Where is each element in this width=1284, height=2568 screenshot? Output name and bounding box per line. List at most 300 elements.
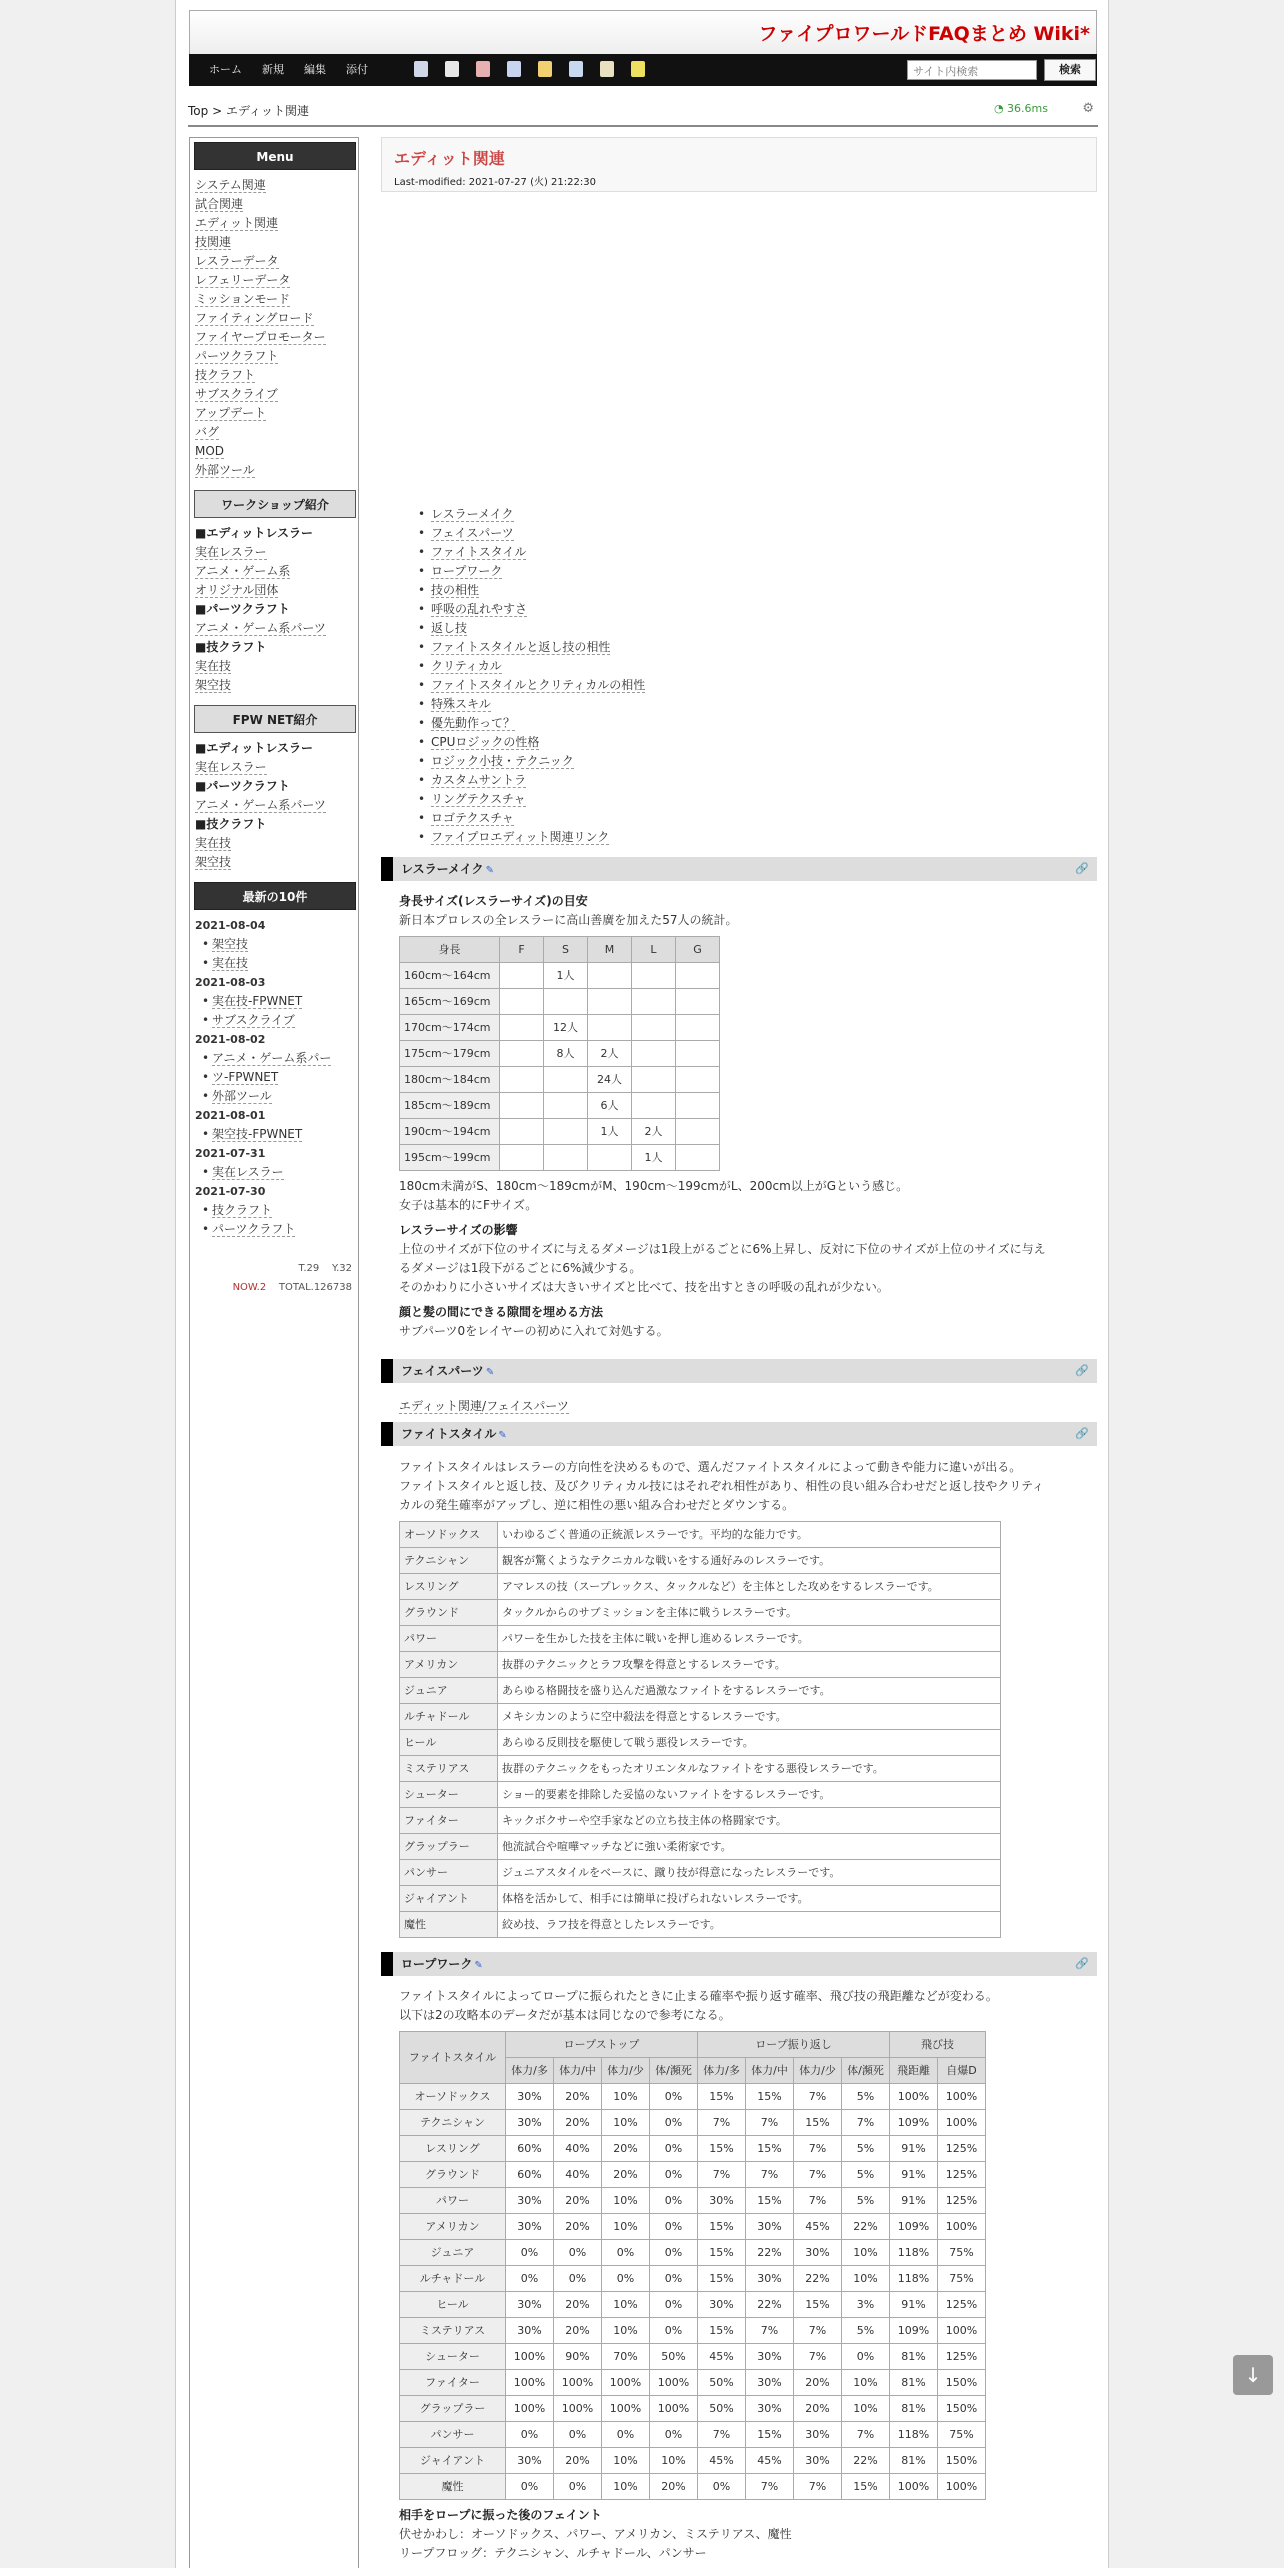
rope-table [399, 2031, 986, 2500]
table-cell [500, 1145, 544, 1171]
list-icon[interactable] [414, 61, 428, 77]
sidebar-menu-link[interactable]: 試合関連 [195, 197, 244, 211]
impact-text: 上位のサイズが下位のサイズに与えるダメージは1段上がるごとに6%上昇し、反対に下位のサイズが上位のサイズに与え [399, 1242, 1046, 1256]
sidebar-menu-link[interactable]: パーツクラフト [195, 349, 279, 363]
workshop-item[interactable] [195, 657, 358, 676]
sidebar-menu-item[interactable] [195, 214, 358, 233]
toc-item[interactable] [381, 505, 1097, 524]
page-container [175, 0, 1109, 2568]
workshop-link[interactable]: オリジナル団体 [195, 583, 279, 597]
toc-link[interactable]: リングテクスチャ [431, 792, 526, 806]
table-cell: 2人 [632, 1119, 676, 1145]
table-row [400, 2318, 986, 2344]
toc-item[interactable] [381, 790, 1097, 809]
table-cell: グラウンド [400, 2162, 506, 2188]
table-cell [632, 963, 676, 989]
table-cell [632, 1015, 676, 1041]
sidebar-menu-item[interactable] [195, 423, 358, 442]
table-row [400, 2266, 986, 2292]
table-cell: 8人 [544, 1041, 588, 1067]
table-cell: 81% [890, 2370, 938, 2396]
anchor-link-icon[interactable]: 🔗 [1075, 1957, 1089, 1970]
sidebar-menu-link[interactable]: MOD [195, 444, 225, 458]
toc-item[interactable] [381, 771, 1097, 790]
sidebar-menu-link[interactable]: 技クラフト [195, 368, 256, 382]
recent-link[interactable]: パーツクラフト [212, 1222, 296, 1236]
table-cell [500, 1119, 544, 1145]
table-cell [676, 1093, 720, 1119]
toc-item[interactable] [381, 714, 1097, 733]
table-cell: グラウンド [400, 1600, 498, 1626]
recent-link[interactable]: アニメ・ゲーム系パー [212, 1051, 332, 1065]
table-cell: 50% [650, 2344, 698, 2370]
recent-item[interactable] [190, 1220, 358, 1239]
table-cell: 150% [938, 2448, 986, 2474]
fpw-link[interactable]: 実在レスラー [195, 760, 267, 774]
table-cell: 125% [938, 2162, 986, 2188]
backup-icon[interactable] [538, 61, 552, 77]
workshop-category: ■エディットレスラー [195, 526, 314, 540]
table-cell: レスリング [400, 1574, 498, 1600]
rope-head-group: 飛び技 [890, 2032, 986, 2058]
table-cell: 15% [842, 2474, 890, 2500]
table-cell: 195cm～199cm [400, 1145, 500, 1171]
table-cell: 5% [842, 2136, 890, 2162]
toc-item[interactable] [381, 733, 1097, 752]
table-cell: 30% [794, 2448, 842, 2474]
toc-item[interactable] [381, 809, 1097, 828]
breadcrumb-current: エディット関連 [225, 104, 310, 118]
search-input[interactable]: サイト内検索 [907, 60, 1037, 80]
toc-link[interactable]: 特殊スキル [431, 697, 491, 711]
toc-link[interactable]: カスタムサントラ [431, 773, 527, 787]
table-cell [632, 1041, 676, 1067]
table-row [400, 1041, 720, 1067]
table-row [400, 1730, 1001, 1756]
recent-link[interactable]: 架空技 [212, 937, 249, 951]
table-cell: 7% [794, 2084, 842, 2110]
recent-date: 2021-07-31 [195, 1147, 266, 1160]
table-cell: 100% [506, 2344, 554, 2370]
nav-link[interactable]: 新規 [262, 63, 284, 76]
recent-date: 2021-08-04 [195, 919, 266, 932]
table-cell: パンサー [400, 2422, 506, 2448]
workshop-link[interactable]: 実在レスラー [195, 545, 267, 559]
toc-link[interactable]: ファイトスタイルとクリティカルの相性 [431, 678, 646, 692]
counter-total: TOTAL.126738 [278, 1282, 352, 1293]
recent-link[interactable]: 架空技-FPWNET [212, 1127, 303, 1141]
table-cell: 100% [890, 2084, 938, 2110]
recent-link[interactable]: 実在技-FPWNET [212, 994, 303, 1008]
feint-title: 相手をロープに振った後のフェイント [399, 2508, 602, 2522]
toc-item[interactable] [381, 752, 1097, 771]
table-cell: 30% [506, 2188, 554, 2214]
table-cell [676, 1067, 720, 1093]
table-row [400, 2084, 986, 2110]
table-cell: 22% [794, 2266, 842, 2292]
scroll-to-top-button[interactable]: ↓ [1233, 2355, 1273, 2395]
new-page-icon[interactable] [445, 61, 459, 77]
table-cell: 150% [938, 2370, 986, 2396]
table-cell: ミステリアス [400, 2318, 506, 2344]
diff-icon[interactable] [507, 61, 521, 77]
anchor-link-icon[interactable]: 🔗 [1075, 1364, 1089, 1377]
table-cell: 90% [554, 2344, 602, 2370]
recent-item[interactable] [190, 1163, 358, 1182]
table-cell: 75% [938, 2240, 986, 2266]
sidebar-menu-link[interactable]: バグ [195, 425, 220, 439]
sidebar-menu-item[interactable] [195, 290, 358, 309]
gear-icon[interactable]: ⚙ [1082, 101, 1094, 116]
table-cell: 100% [554, 2396, 602, 2422]
workshop-item[interactable] [195, 581, 358, 600]
recent-link[interactable]: 実在技 [212, 956, 249, 970]
table-cell: 20% [794, 2370, 842, 2396]
table-cell: ヒール [400, 2292, 506, 2318]
nav-link[interactable]: ホーム [209, 63, 242, 76]
sidebar-menu-link[interactable]: レフェリーデータ [195, 273, 291, 287]
toc-item[interactable] [381, 657, 1097, 676]
table-cell [676, 963, 720, 989]
recent-item[interactable] [190, 992, 358, 1011]
rope-head-style: ファイトスタイル [400, 2032, 506, 2084]
toc-link[interactable]: ファイトスタイルと返し技の相性 [431, 640, 611, 654]
table-cell: 30% [794, 2422, 842, 2448]
table-cell: 30% [746, 2396, 794, 2422]
table-cell: 10% [602, 2214, 650, 2240]
table-cell: 30% [506, 2292, 554, 2318]
table-cell: 75% [938, 2422, 986, 2448]
fpw-link[interactable]: 架空技 [195, 855, 232, 869]
table-row [400, 2422, 986, 2448]
recent-item[interactable] [190, 1087, 358, 1106]
table-cell: 7% [698, 2162, 746, 2188]
table-cell: 15% [746, 2422, 794, 2448]
anchor-link-icon[interactable]: 🔗 [1075, 1427, 1089, 1440]
workshop-link[interactable]: アニメ・ゲーム系 [195, 564, 291, 578]
sidebar-menu-item[interactable] [195, 233, 358, 252]
sidebar-menu-link[interactable]: レスラーデータ [195, 254, 279, 268]
rope-head-group: ロープ振り返し [698, 2032, 890, 2058]
table-cell: グラップラー [400, 1834, 498, 1860]
sidebar-menu-item[interactable] [195, 328, 358, 347]
size-header: M [588, 937, 632, 963]
table-cell: 7% [746, 2474, 794, 2500]
rope-subheader: 飛距離 [890, 2058, 938, 2084]
toc-link[interactable]: 技の相性 [431, 583, 480, 597]
table-cell: 100% [938, 2110, 986, 2136]
table-row [400, 989, 720, 1015]
sidebar-menu-link[interactable]: 外部ツール [195, 463, 255, 477]
toc-link[interactable]: 優先動作って？ [431, 716, 516, 730]
toc-link[interactable]: ロジック小技・テクニック [431, 754, 574, 768]
table-cell: 0% [506, 2474, 554, 2500]
table-row [400, 1600, 1001, 1626]
workshop-link[interactable]: 実在技 [195, 659, 232, 673]
table-row [400, 1548, 1001, 1574]
table-cell: 12人 [544, 1015, 588, 1041]
toc-link[interactable]: フェイスパーツ [431, 526, 514, 540]
edit-icon[interactable]: ✎ [474, 1960, 483, 1971]
sidebar-menu-link[interactable]: システム関連 [195, 178, 266, 192]
table-cell [544, 1067, 588, 1093]
table-row [400, 2370, 986, 2396]
table-cell: 30% [746, 2214, 794, 2240]
rope-subheader: 体力/少 [794, 2058, 842, 2084]
face-parts-link[interactable]: エディット関連/フェイスパーツ [399, 1399, 569, 1413]
recent-item[interactable] [190, 954, 358, 973]
rss-icon[interactable] [631, 61, 645, 77]
recent-link[interactable]: 外部ツール [212, 1089, 272, 1103]
table-cell: 22% [842, 2448, 890, 2474]
fpw-link[interactable]: アニメ・ゲーム系パーツ [195, 798, 326, 812]
toc-item[interactable] [381, 619, 1097, 638]
table-cell [544, 1145, 588, 1171]
table-cell: 22% [746, 2240, 794, 2266]
section-wrestler-make [381, 857, 1097, 881]
sidebar-menu-link[interactable]: ミッションモード [195, 292, 291, 306]
fpw-item[interactable] [195, 834, 358, 853]
table-cell [500, 963, 544, 989]
table-cell: パンサー [400, 1860, 498, 1886]
sidebar-menu-item[interactable] [195, 176, 358, 195]
table-row [400, 1834, 1001, 1860]
fight-style-desc: ファイトスタイルと返し技、及びクリティカル技にはそれぞれ相性があり、相性の良い組み合わせだと返し技やクリティ [399, 1479, 1045, 1493]
rope-head-group: ロープストップ [506, 2032, 698, 2058]
site-title[interactable]: ファイプロワールドFAQまとめ Wiki* [758, 23, 1090, 45]
toc-item[interactable] [381, 581, 1097, 600]
delete-icon[interactable] [476, 61, 490, 77]
fpw-item[interactable] [195, 796, 358, 815]
table-cell: 30% [746, 2266, 794, 2292]
table-cell: 0% [554, 2474, 602, 2500]
table-cell: レスリング [400, 2136, 506, 2162]
table-cell: 7% [794, 2318, 842, 2344]
fpw-category: ■技クラフト [195, 817, 267, 831]
table-cell: 165cm～169cm [400, 989, 500, 1015]
table-row [400, 1912, 1001, 1938]
table-cell: 絞め技、ラフ技を得意としたレスラーです。 [498, 1912, 1001, 1938]
workshop-item[interactable] [195, 543, 358, 562]
table-row [400, 1678, 1001, 1704]
table-cell: 10% [650, 2448, 698, 2474]
sidebar-menu-item[interactable] [195, 309, 358, 328]
recent-item[interactable] [190, 1049, 358, 1068]
table-cell: 109% [890, 2318, 938, 2344]
table-cell: メキシカンのように空中殺法を得意とするレスラーです。 [498, 1704, 1001, 1730]
table-cell: 0% [602, 2266, 650, 2292]
table-cell [500, 1093, 544, 1119]
toc-item[interactable] [381, 676, 1097, 695]
toc-link[interactable]: ファイプロエディット関連リンク [431, 830, 610, 844]
recent-item[interactable] [190, 1201, 358, 1220]
size-note: 180cm未満がS、180cm～189cmがM、190cm～199cmがL、200cm以上がGという感じ。 [399, 1179, 909, 1193]
table-cell: ミステリアス [400, 1756, 498, 1782]
recent-item[interactable] [190, 1068, 358, 1087]
toc-link[interactable]: ファイトスタイル [431, 545, 527, 559]
toc-item[interactable] [381, 828, 1097, 847]
table-cell: 抜群のテクニックとラフ攻撃を得意とするレスラーです。 [498, 1652, 1001, 1678]
table-row [400, 2344, 986, 2370]
table-row [400, 1145, 720, 1171]
table-cell: 30% [506, 2084, 554, 2110]
rope-desc: ファイトスタイルによってロープに振られたときに止まる確率や振り返す確率、飛び技の飛距離などが変わる。 [399, 1989, 998, 2003]
workshop-link[interactable]: 架空技 [195, 678, 232, 692]
table-row [400, 2162, 986, 2188]
recent-link[interactable]: サブスクライブ [212, 1013, 295, 1027]
table-cell: 体格を活かして、相手には簡単に投げられないレスラーです。 [498, 1886, 1001, 1912]
sidebar-menu-link[interactable]: ファイティングロード [195, 311, 314, 325]
table-row [400, 2188, 986, 2214]
anchor-link-icon[interactable]: 🔗 [1075, 862, 1089, 875]
toc-link[interactable]: 返し技 [431, 621, 468, 635]
sidebar-menu-item[interactable] [195, 195, 358, 214]
page-title[interactable]: エディット関連 [394, 149, 505, 168]
workshop-link[interactable]: アニメ・ゲーム系パーツ [195, 621, 326, 635]
edit-icon[interactable]: ✎ [485, 1367, 495, 1378]
table-cell: 15% [746, 2188, 794, 2214]
recent-date: 2021-07-30 [195, 1185, 266, 1198]
edit-icon[interactable]: ✎ [485, 865, 494, 876]
table-row [400, 2240, 986, 2266]
section-rope-work [381, 1952, 1097, 1976]
table-row [400, 1652, 1001, 1678]
workshop-item[interactable] [195, 562, 358, 581]
recent-link[interactable]: ツ-FPWNET [212, 1070, 279, 1084]
table-cell: 100% [890, 2474, 938, 2500]
section-title: ロープワーク [401, 1957, 473, 1971]
table-row [400, 1067, 720, 1093]
menu-heading: Menu [194, 142, 356, 170]
fpw-heading: FPW NET紹介 [194, 705, 356, 733]
table-cell: 5% [842, 2318, 890, 2344]
table-cell: 30% [506, 2318, 554, 2344]
table-cell: 81% [890, 2344, 938, 2370]
sidebar-menu-item[interactable] [195, 442, 358, 461]
toc-item[interactable] [381, 695, 1097, 714]
toc-item[interactable] [381, 600, 1097, 619]
toc-link[interactable]: CPUロジックの性格 [431, 735, 540, 749]
nav-link[interactable]: 添付 [346, 63, 368, 76]
sidebar-menu-link[interactable]: サブスクライブ [195, 387, 278, 401]
workshop-item[interactable] [195, 676, 358, 695]
workshop-category: ■技クラフト [195, 640, 267, 654]
toc-link[interactable]: ロゴテクスチャ [431, 811, 514, 825]
toc-item[interactable] [381, 562, 1097, 581]
table-cell: ジュニア [400, 1678, 498, 1704]
table-cell: 100% [938, 2318, 986, 2344]
toc-item[interactable] [381, 524, 1097, 543]
rope-subheader: 体力/中 [746, 2058, 794, 2084]
sidebar-menu-item[interactable] [195, 385, 358, 404]
toc-item[interactable] [381, 543, 1097, 562]
sidebar-menu-link[interactable]: エディット関連 [195, 216, 279, 230]
fpw-item[interactable] [195, 758, 358, 777]
table-cell: 100% [938, 2084, 986, 2110]
fight-style-desc: カルの発生確率がアップし、逆に相性の悪い組み合わせだとダウンする。 [399, 1498, 795, 1512]
sidebar-menu-item[interactable] [195, 461, 358, 480]
sidebar-menu-link[interactable]: 技関連 [195, 235, 232, 249]
section-title: ファイトスタイル [401, 1427, 497, 1441]
toc-link[interactable]: 呼吸の乱れやすさ [431, 602, 528, 616]
sidebar-menu-link[interactable]: ファイヤープロモーター [195, 330, 326, 344]
fpw-link[interactable]: 実在技 [195, 836, 232, 850]
table-cell: タックルからのサブミッションを主体に戦うレスラーです。 [498, 1600, 1001, 1626]
nav-link[interactable]: 編集 [304, 63, 326, 76]
recent-link[interactable]: 実在レスラー [212, 1165, 284, 1179]
sidebar-menu-link[interactable]: アップデート [195, 406, 267, 420]
table-cell: 125% [938, 2136, 986, 2162]
copy-icon[interactable] [569, 61, 583, 77]
main-content [381, 137, 1097, 2560]
table-cell: 10% [602, 2292, 650, 2318]
table-cell: 170cm～174cm [400, 1015, 500, 1041]
recent-item[interactable] [190, 1011, 358, 1030]
fpw-item[interactable] [195, 853, 358, 872]
toc-link[interactable]: クリティカル [431, 659, 502, 673]
table-cell: 50% [698, 2370, 746, 2396]
toc-item[interactable] [381, 638, 1097, 657]
history-icon[interactable] [600, 61, 614, 77]
table-cell: 0% [650, 2266, 698, 2292]
workshop-category: ■パーツクラフト [195, 602, 290, 616]
table-cell: 91% [890, 2162, 938, 2188]
search-button[interactable]: 検索 [1044, 59, 1096, 81]
table-cell: いわゆるごく普通の正統派レスラーです。平均的な能力です。 [498, 1522, 1001, 1548]
table-cell: 10% [842, 2370, 890, 2396]
table-cell: 20% [602, 2162, 650, 2188]
last-modified: Last-modified: 2021-07-27 (火) 21:22:30 [394, 177, 596, 188]
table-cell: ヒール [400, 1730, 498, 1756]
table-cell: 1人 [632, 1145, 676, 1171]
table-cell: 0% [554, 2422, 602, 2448]
table-cell: 118% [890, 2266, 938, 2292]
table-cell: 20% [554, 2214, 602, 2240]
toc-link[interactable]: レスラーメイク [431, 507, 514, 521]
sidebar-menu-item[interactable] [195, 366, 358, 385]
title-box [381, 137, 1097, 192]
fpw-category: ■パーツクラフト [195, 779, 290, 793]
sidebar-menu-item[interactable] [195, 252, 358, 271]
edit-icon[interactable]: ✎ [498, 1430, 507, 1441]
sidebar-menu-item[interactable] [195, 271, 358, 290]
breadcrumb-top[interactable]: Top [188, 104, 209, 118]
table-cell: ジュニア [400, 2240, 506, 2266]
table-cell: パワーを生かした技を主体に戦いを押し進めるレスラーです。 [498, 1626, 1001, 1652]
fight-style-desc: ファイトスタイルはレスラーの方向性を決めるもので、選んだファイトスタイルによって動きや能力に違いが出る。 [399, 1460, 1022, 1474]
render-timer [994, 102, 1048, 115]
divider [188, 125, 1098, 127]
toc-link[interactable]: ロープワーク [431, 564, 503, 578]
recent-item[interactable] [190, 935, 358, 954]
counter-now: NOW.2 [232, 1282, 267, 1293]
table-row [400, 2136, 986, 2162]
sidebar-menu-item[interactable] [195, 347, 358, 366]
workshop-item[interactable] [195, 619, 358, 638]
table-cell: パワー [400, 1626, 498, 1652]
table-cell: テクニシャン [400, 2110, 506, 2136]
section-fight-style [381, 1422, 1097, 1446]
table-cell: 0% [506, 2422, 554, 2448]
rope-subheader: 体力/多 [506, 2058, 554, 2084]
recent-date: 2021-08-03 [195, 976, 266, 989]
size-header: G [676, 937, 720, 963]
recent-date: 2021-08-01 [195, 1109, 266, 1122]
sidebar-menu-item[interactable] [195, 404, 358, 423]
recent-link[interactable]: 技クラフト [212, 1203, 273, 1217]
recent-item[interactable] [190, 1125, 358, 1144]
table-cell: 0% [842, 2344, 890, 2370]
